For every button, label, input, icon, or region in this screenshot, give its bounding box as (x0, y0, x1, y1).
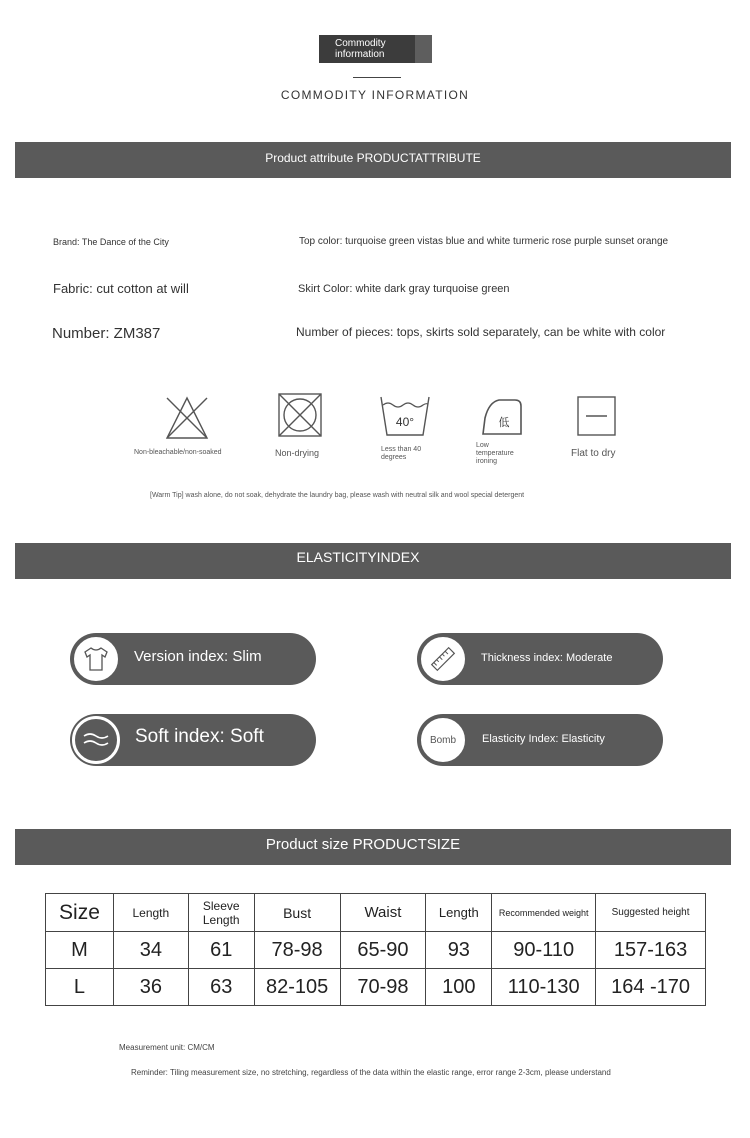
index-label-version: Version index: Slim (134, 648, 262, 665)
bomb-icon-text: Bomb (429, 734, 457, 746)
header-divider (353, 77, 401, 78)
table-cell: 93 (426, 932, 492, 969)
table-cell: 65-90 (340, 932, 426, 969)
table-row (46, 932, 706, 969)
section-bar-size: Product size PRODUCTSIZE (15, 829, 731, 865)
attr-fabric: Fabric: cut cotton at will (53, 281, 189, 296)
table-cell: 34 (113, 932, 188, 969)
table-cell: 82-105 (254, 969, 340, 1006)
table-header-cell: Length (426, 894, 492, 932)
size-table (45, 893, 706, 1006)
tshirt-icon (72, 635, 120, 683)
index-label-thickness: Thickness index: Moderate (481, 652, 613, 664)
warm-tip: [Warm Tip] wash alone, do not soak, dehydrate the laundry bag, please wash with neutral silk and wool special detergent (150, 492, 525, 499)
care-label-no-dry: Non-drying (275, 448, 320, 458)
section-bar-elasticity: ELASTICITYINDEX (15, 543, 731, 579)
iron-temp-text: 低 (498, 416, 510, 429)
attr-number: Number: ZM387 (52, 325, 161, 342)
table-header-cell: Recommended weight (492, 894, 596, 932)
flat-dry-icon (577, 396, 617, 441)
no-tumble-dry-icon (277, 392, 323, 443)
table-header-cell: Size (46, 894, 114, 932)
table-header-cell: Length (113, 894, 188, 932)
attr-top-color: Top color: turquoise green vistas blue and white turmeric rose purple sunset orange (299, 236, 669, 247)
table-cell: 110-130 (492, 969, 596, 1006)
table-header-cell: Suggested height (596, 894, 706, 932)
table-row (46, 969, 706, 1006)
index-pill-version (70, 633, 316, 685)
table-cell: 36 (113, 969, 188, 1006)
wash-temp-text: 40° (395, 415, 415, 429)
index-label-elasticity: Elasticity Index: Elasticity (482, 733, 605, 745)
no-bleach-icon (164, 395, 210, 446)
table-cell: M (46, 932, 114, 969)
section-bar-attribute: Product attribute PRODUCTATTRIBUTE (15, 142, 731, 178)
page-title: COMMODITY INFORMATION (280, 88, 470, 102)
care-label-no-bleach: Non-bleachable/non-soaked (134, 449, 222, 456)
care-label-flat-dry: Flat to dry (571, 448, 616, 459)
table-cell: 157-163 (596, 932, 706, 969)
table-header-cell: Bust (254, 894, 340, 932)
table-cell: L (46, 969, 114, 1006)
ruler-icon (419, 635, 467, 683)
low-iron-icon (479, 398, 525, 443)
table-cell: 100 (426, 969, 492, 1006)
table-header-cell: Waist (340, 894, 426, 932)
table-header-cell: Sleeve Length (188, 894, 254, 932)
commodity-info-badge (319, 35, 432, 63)
size-reminder: Reminder: Tiling measurement size, no stretching, regardless of the data within the elastic range, error range 2-3cm, please understand (131, 1068, 611, 1077)
index-label-soft: Soft index: Soft (135, 726, 264, 747)
table-cell: 63 (188, 969, 254, 1006)
wash-40-icon (379, 395, 431, 442)
table-cell: 61 (188, 932, 254, 969)
attr-brand: Brand: The Dance of the City (53, 237, 169, 247)
waves-icon (72, 716, 120, 764)
index-pill-thickness (417, 633, 663, 685)
care-label-wash: Less than 40 degrees (381, 446, 422, 461)
index-pill-elasticity (417, 714, 663, 766)
badge-text: Commodity information (335, 38, 386, 60)
table-cell: 78-98 (254, 932, 340, 969)
attr-pieces: Number of pieces: tops, skirts sold separately, can be white with color (296, 325, 666, 339)
care-label-iron: Low temperature ironing (476, 442, 514, 465)
table-cell: 164 -170 (596, 969, 706, 1006)
index-pill-soft (70, 714, 316, 766)
table-header-row (46, 894, 706, 932)
bomb-icon (419, 716, 467, 764)
measurement-unit: Measurement unit: CM/CM (119, 1043, 215, 1052)
table-cell: 70-98 (340, 969, 426, 1006)
attr-skirt-color: Skirt Color: white dark gray turquoise green (298, 283, 510, 295)
table-cell: 90-110 (492, 932, 596, 969)
